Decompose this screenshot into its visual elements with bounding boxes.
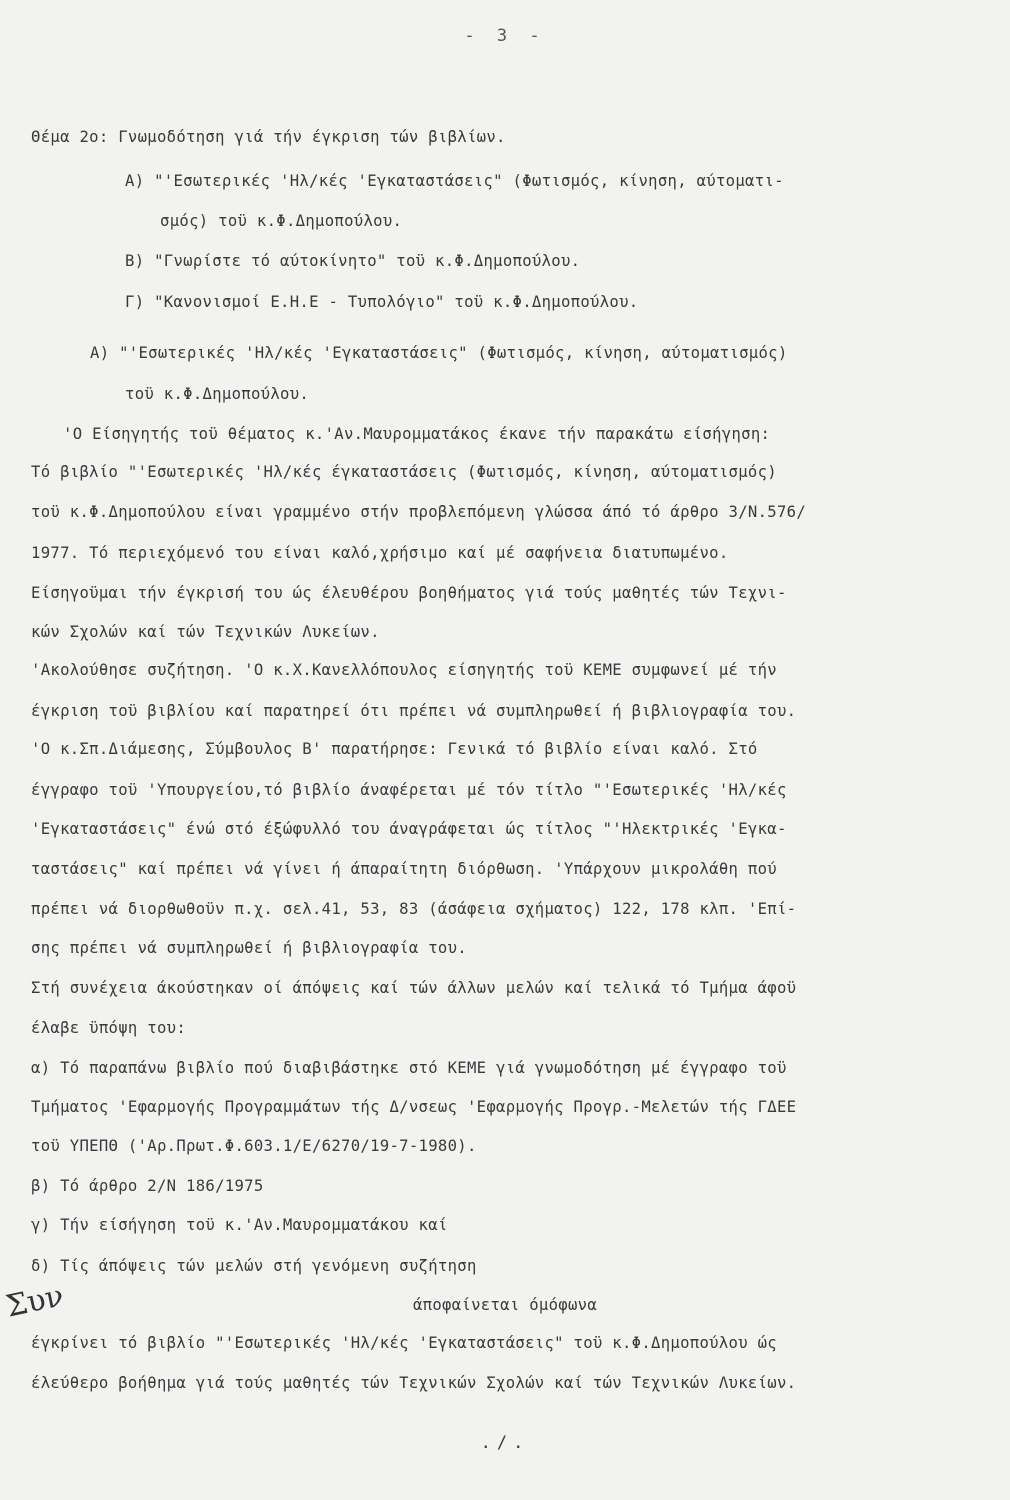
list-item-delta: δ) Τίς άπόψεις τών μελών στή γενόμενη συζήτηση xyxy=(31,1257,477,1275)
body-line: Τό βιβλίο "'Εσωτερικές 'Ηλ/κές έγκαταστάσεις (Φωτισμός, κίνηση, αύτοματισμός) xyxy=(31,463,777,481)
book-b-title: Β) "Γνωρίστε τό αύτοκίνητο" τοϋ κ.Φ.Δημοπούλου. xyxy=(125,252,581,270)
body-line: 'Ο Είσηγητής τοϋ θέματος κ.'Αν.Μαυρομματάκος έκανε τήν παρακάτω είσήγηση: xyxy=(63,425,771,443)
decision-line: έγκρίνει τό βιβλίο "'Εσωτερικές 'Ηλ/κές 'Εγκαταστάσεις" τοϋ κ.Φ.Δημοπούλου ώς xyxy=(31,1334,777,1352)
handwritten-mark: Συν xyxy=(2,1278,67,1325)
body-line: έλαβε ϋπόψη του: xyxy=(31,1019,187,1037)
section-a-author: τοϋ κ.Φ.Δημοπούλου. xyxy=(125,385,310,403)
decision-heading: άποφαίνεται όμόφωνα xyxy=(412,1296,598,1314)
subject-heading: Θέμα 2ο: Γνωμοδότηση γιά τήν έγκριση τών βιβλίων. xyxy=(31,128,506,146)
list-item-alpha-cont: Τμήματος 'Εφαρμογής Προγραμμάτων τής Δ/νσεως 'Εφαρμογής Προγρ.-Μελετών τής ΓΔΕΕ xyxy=(31,1098,797,1116)
book-a-title: Α) "'Εσωτερικές 'Ηλ/κές 'Εγκαταστάσεις" (Φωτισμός, κίνηση, αύτοματι- xyxy=(125,172,784,190)
body-line: έγκριση τοϋ βιβλίου καί παρατηρεί ότι πρέπει νά συμπληρωθεί ή βιβλιογραφία του. xyxy=(31,702,797,720)
body-line: ταστάσεις" καί πρέπει νά γίνει ή άπαραίτητη διόρθωση. 'Υπάρχουν μικρολάθη πού xyxy=(31,860,777,878)
book-c-title: Γ) "Κανονισμοί Ε.Η.Ε - Τυπολόγιο" τοϋ κ.Φ.Δημοπούλου. xyxy=(125,293,639,311)
body-line: 'Ακολούθησε συζήτηση. 'Ο κ.Χ.Κανελλόπουλος είσηγητής τοϋ ΚΕΜΕ συμφωνεί μέ τήν xyxy=(31,661,777,679)
body-line: 'Ο κ.Σπ.Διάμεσης, Σύμβουλος Β' παρατήρησε: Γενικά τό βιβλίο είναι καλό. Στό xyxy=(31,740,758,758)
list-item-alpha-cont: τοϋ ΥΠΕΠΘ ('Αρ.Πρωτ.Φ.603.1/Ε/6270/19-7-1980). xyxy=(31,1137,477,1155)
end-mark: ./. xyxy=(480,1433,530,1453)
body-line: σης πρέπει νά συμπληρωθεί ή βιβλιογραφία του. xyxy=(31,939,467,957)
list-item-gamma: γ) Τήν είσήγηση τοϋ κ.'Αν.Μαυρομματάκου καί xyxy=(31,1216,448,1234)
page-number: - 3 - xyxy=(464,26,546,46)
book-a-author: σμός) τοϋ κ.Φ.Δημοπούλου. xyxy=(160,212,403,230)
body-line: έγγραφο τοϋ 'Υπουργείου,τό βιβλίο άναφέρεται μέ τόν τίτλο "'Εσωτερικές 'Ηλ/κές xyxy=(31,781,787,799)
section-a-title: Α) "'Εσωτερικές 'Ηλ/κές 'Εγκαταστάσεις" (Φωτισμός, κίνηση, αύτοματισμός) xyxy=(90,344,788,362)
body-line: 'Εγκαταστάσεις" ένώ στό έξώφυλλό του άναγράφεται ώς τίτλος "'Ηλεκτρικές 'Εγκα- xyxy=(31,820,787,838)
body-line: 1977. Τό περιεχόμενό του είναι καλό,χρήσιμο καί μέ σαφήνεια διατυπωμένο. xyxy=(31,544,729,562)
body-line: πρέπει νά διορθωθοϋν π.χ. σελ.41, 53, 83 (άσάφεια σχήματος) 122, 178 κλπ. 'Επί- xyxy=(31,900,797,918)
decision-line: έλεύθερο βοήθημα γιά τούς μαθητές τών Τεχνικών Σχολών καί τών Τεχνικών Λυκείων. xyxy=(31,1374,797,1392)
list-item-beta: β) Τό άρθρο 2/Ν 186/1975 xyxy=(31,1177,264,1195)
body-line: Είσηγοϋμαι τήν έγκρισή του ώς έλευθέρου βοηθήματος γιά τούς μαθητές τών Τεχνι- xyxy=(31,584,787,602)
body-line: Στή συνέχεια άκούστηκαν οί άπόψεις καί τών άλλων μελών καί τελικά τό Τμήμα άφοϋ xyxy=(31,979,797,997)
body-line: τοϋ κ.Φ.Δημοπούλου είναι γραμμένο στήν προβλεπόμενη γλώσσα άπό τό άρθρο 3/Ν.576/ xyxy=(31,503,807,521)
list-item-alpha: α) Τό παραπάνω βιβλίο πού διαβιβάστηκε στό ΚΕΜΕ γιά γνωμοδότηση μέ έγγραφο τοϋ xyxy=(31,1059,787,1077)
body-line: κών Σχολών καί τών Τεχνικών Λυκείων. xyxy=(31,623,380,641)
